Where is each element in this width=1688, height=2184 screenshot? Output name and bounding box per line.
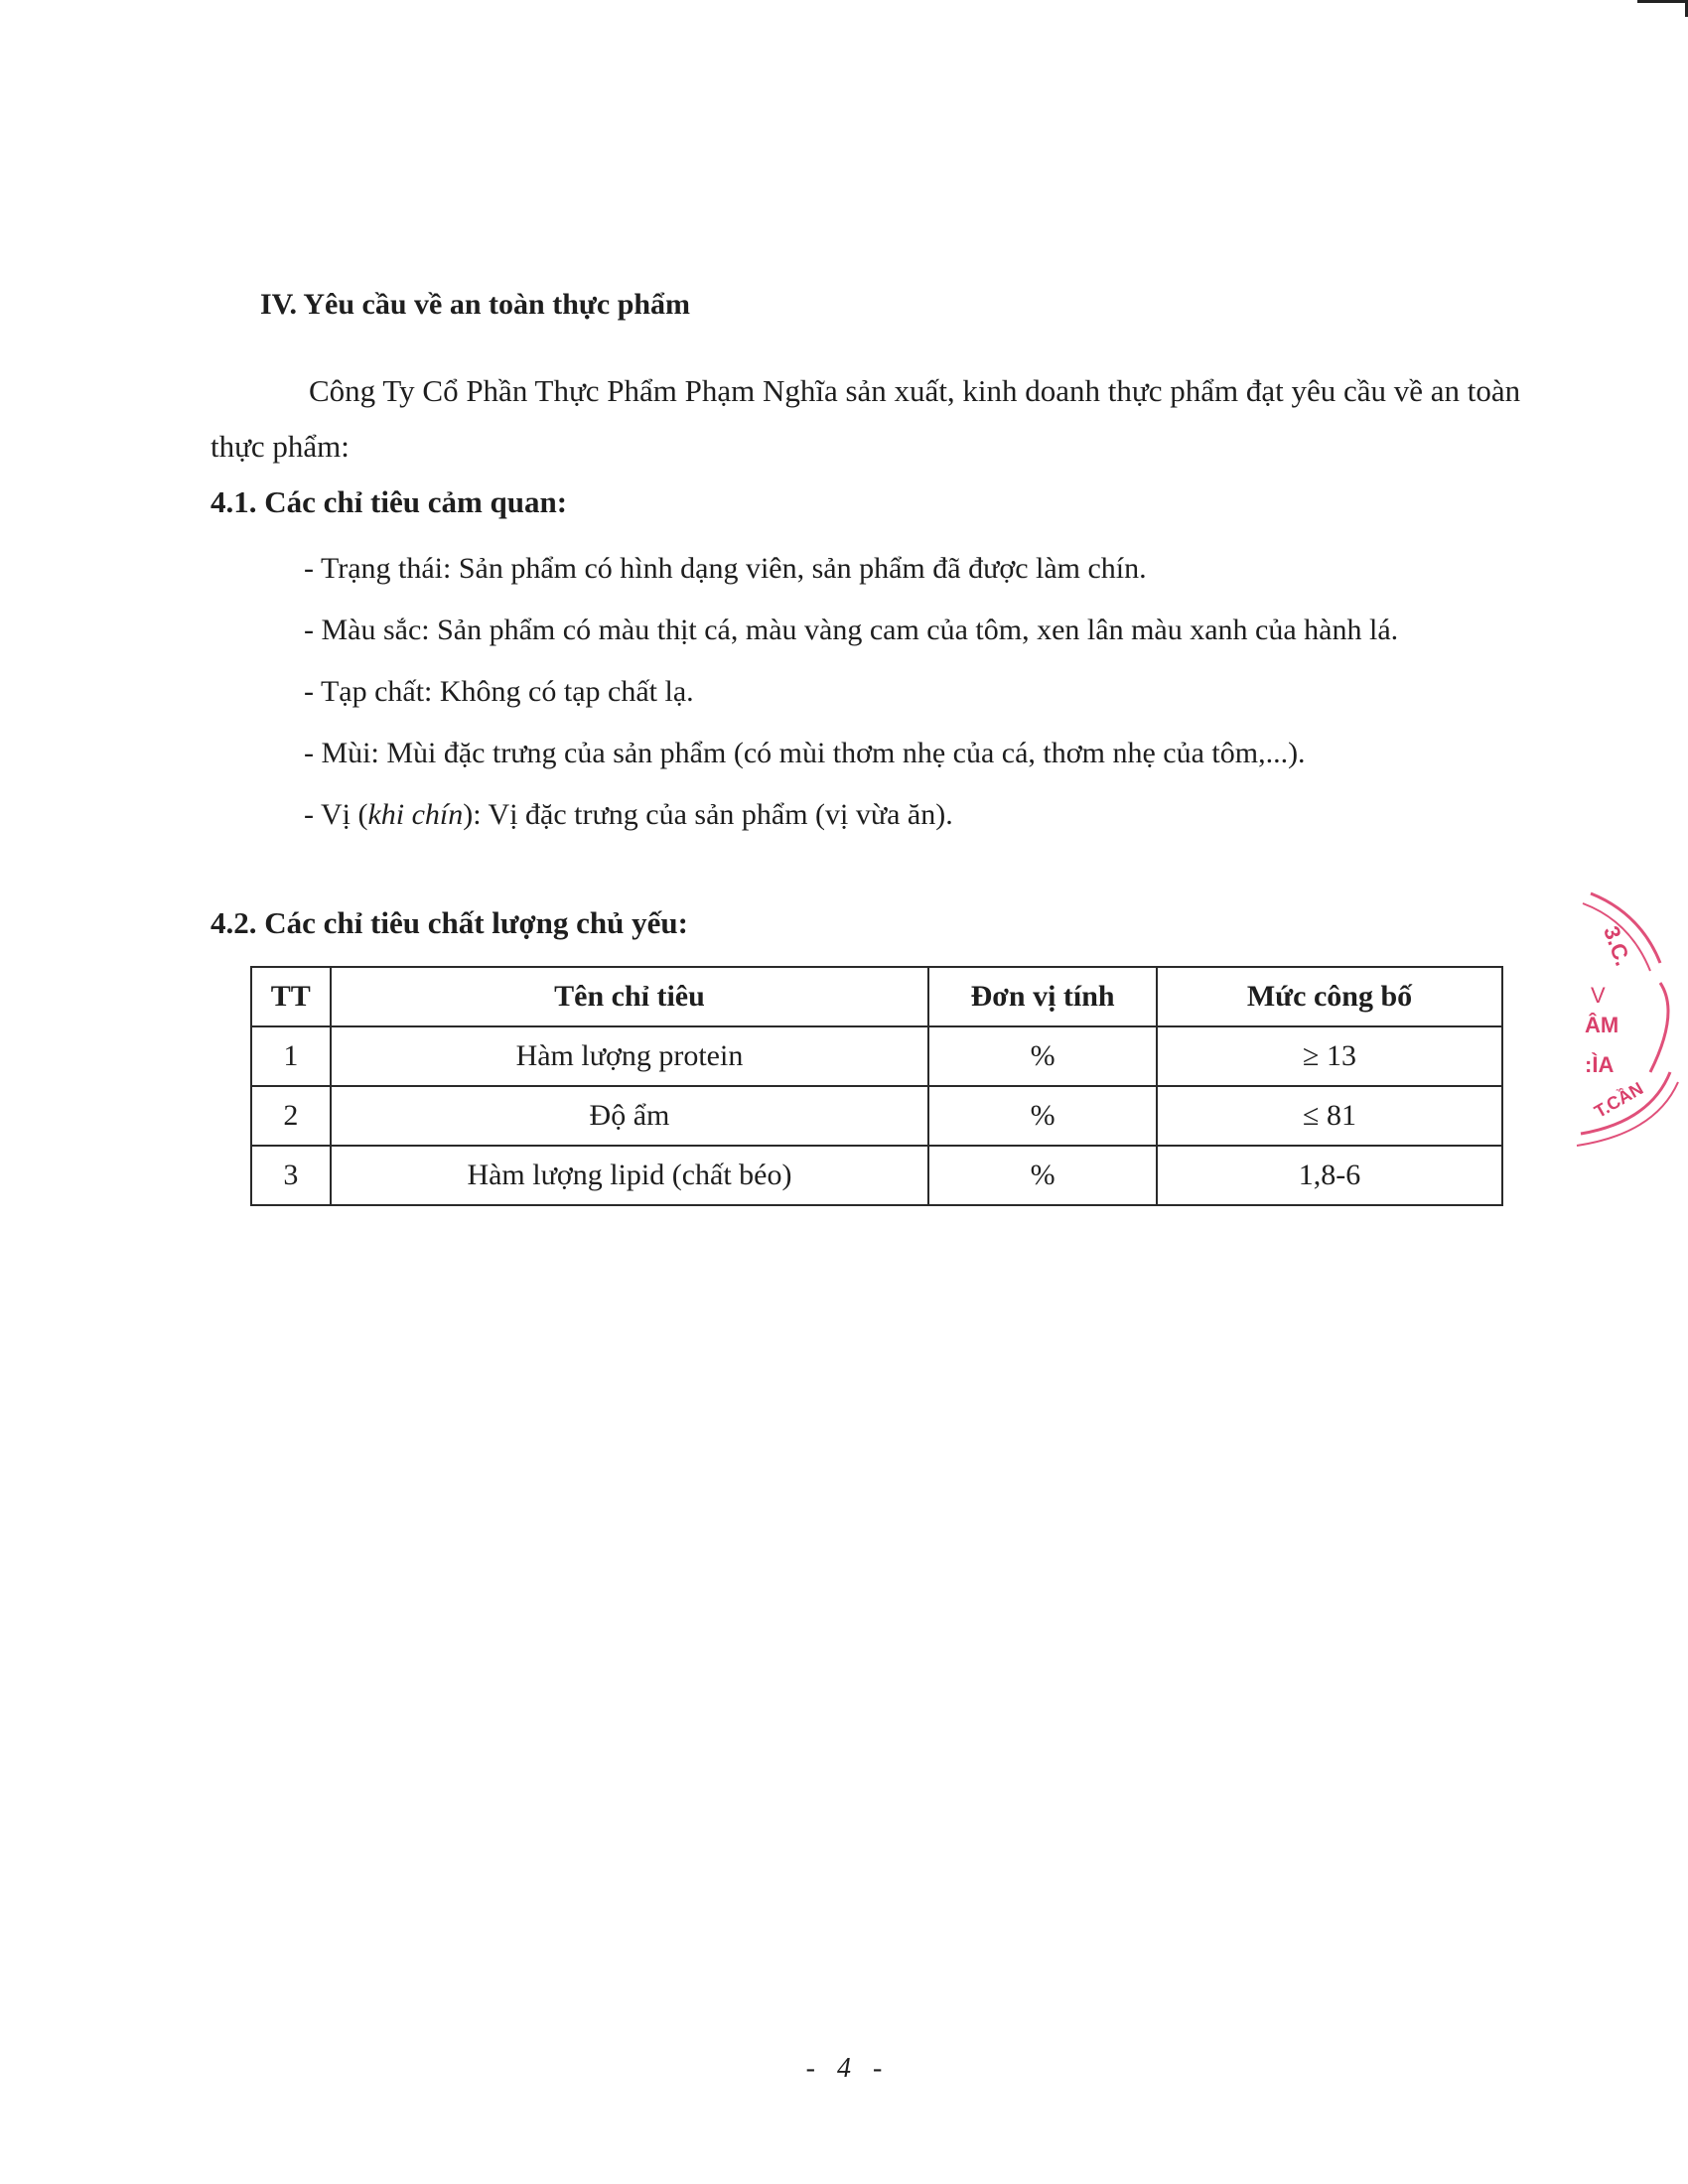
cell-unit: % — [928, 1146, 1157, 1205]
header-level: Mức công bố — [1157, 967, 1502, 1026]
sensory-item-color: - Màu sắc: Sản phẩm có màu thịt cá, màu vàng cam của tôm, xen lân màu xanh của hành lá. — [304, 614, 1399, 646]
red-seal-stamp — [1571, 874, 1688, 1161]
cell-tt: 1 — [251, 1026, 331, 1086]
stamp-fragment: ÂM — [1585, 1013, 1619, 1037]
header-tt: TT — [251, 967, 331, 1026]
cell-unit: % — [928, 1086, 1157, 1146]
page-number-dash-left: - — [805, 2053, 815, 2084]
cell-tt: 2 — [251, 1086, 331, 1146]
cell-unit: % — [928, 1026, 1157, 1086]
cell-level: ≥ 13 — [1157, 1026, 1502, 1086]
quality-table — [250, 966, 1503, 1206]
stamp-fragment: 3.C. — [1599, 922, 1636, 970]
intro-paragraph: Công Ty Cổ Phần Thực Phẩm Phạm Nghĩa sản xuất, kinh doanh thực phẩm đạt yêu cầu về an toàn thực phẩm: — [211, 373, 1521, 464]
cell-name: Hàm lượng protein — [331, 1026, 929, 1086]
sensory-item-taste — [211, 787, 1563, 843]
table-row — [251, 1086, 1502, 1146]
sensory-list — [211, 541, 1563, 849]
header-name: Tên chỉ tiêu — [331, 967, 929, 1026]
sensory-item-state: - Trạng thái: Sản phẩm có hình dạng viên, sản phẩm đã được làm chín. — [304, 552, 1147, 585]
stamp-fragment: V — [1591, 983, 1606, 1008]
sensory-heading: 4.1. Các chỉ tiêu cảm quan: — [211, 484, 568, 519]
taste-prefix: - Vị ( — [304, 798, 368, 831]
table-header-row — [251, 967, 1502, 1026]
page-number — [0, 2053, 1688, 2085]
cell-name: Độ ẩm — [331, 1086, 929, 1146]
cell-name: Hàm lượng lipid (chất béo) — [331, 1146, 929, 1205]
table-row — [251, 1146, 1502, 1205]
sensory-item-impurity: - Tạp chất: Không có tạp chất lạ. — [304, 675, 694, 708]
header-unit: Đơn vị tính — [928, 967, 1157, 1026]
cell-tt: 3 — [251, 1146, 331, 1205]
taste-suffix: ): Vị đặc trưng của sản phẩm (vị vừa ăn). — [463, 798, 953, 831]
page-number-dash-right: - — [873, 2053, 883, 2084]
page-corner-mark — [1637, 0, 1688, 17]
section-heading: IV. Yêu cầu về an toàn thực phẩm — [260, 288, 691, 321]
stamp-fragment: T.CẦN — [1591, 1078, 1647, 1122]
quality-heading: 4.2. Các chỉ tiêu chất lượng chủ yếu: — [211, 905, 688, 940]
cell-level: 1,8-6 — [1157, 1146, 1502, 1205]
sensory-item-smell: - Mùi: Mùi đặc trưng của sản phẩm (có mùi thơm nhẹ của cá, thơm nhẹ của tôm,...). — [304, 737, 1306, 769]
stamp-fragment: :ÌA — [1585, 1052, 1615, 1077]
cell-level: ≤ 81 — [1157, 1086, 1502, 1146]
page-number-value: 4 — [837, 2053, 851, 2084]
taste-italic: khi chín — [367, 798, 464, 831]
table-row — [251, 1026, 1502, 1086]
